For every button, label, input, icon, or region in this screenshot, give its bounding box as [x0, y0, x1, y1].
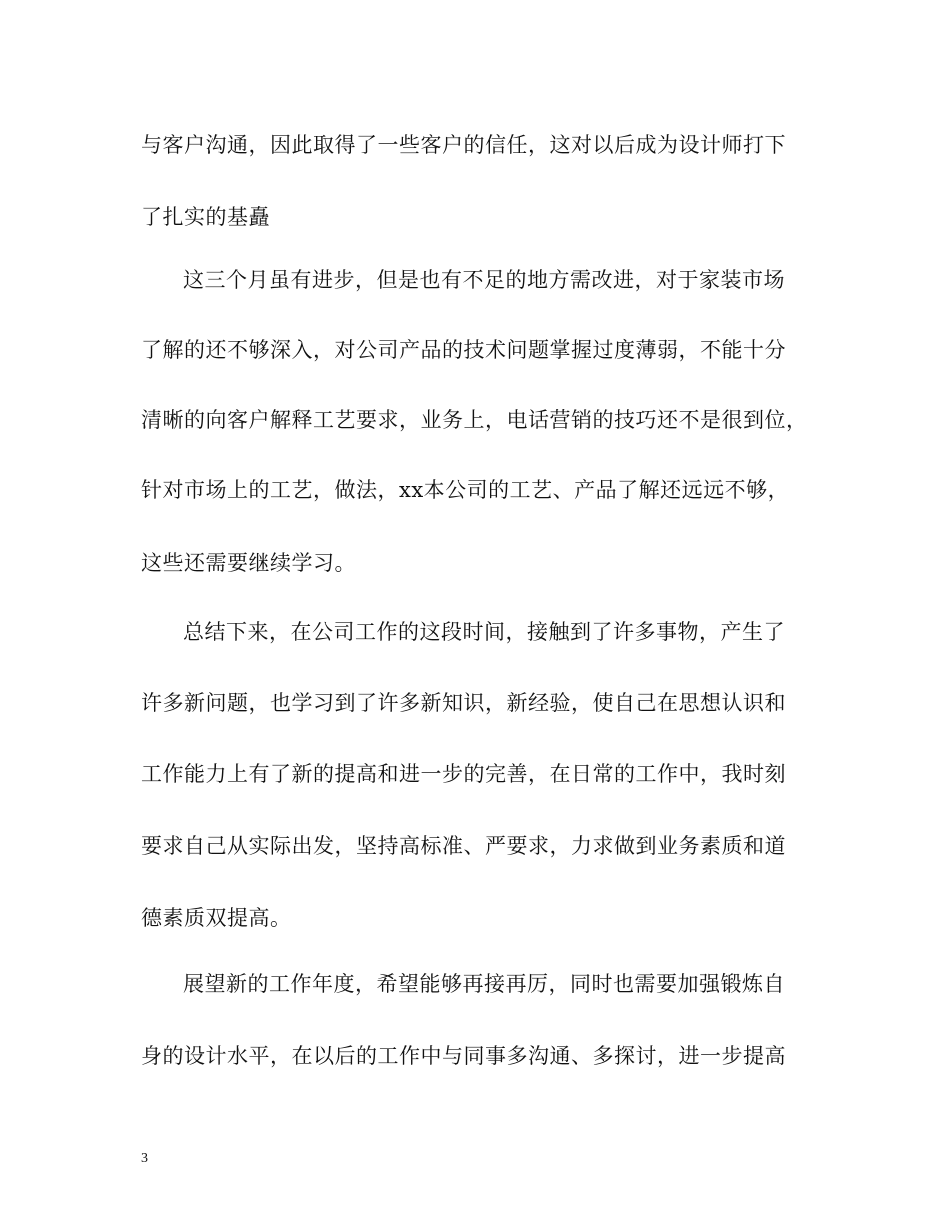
paragraph-line: 身的设计水平，在以后的工作中与同事多沟通、多探讨，进一步提高: [141, 1044, 786, 1068]
paragraph-line: 这三个月虽有进步，但是也有不足的地方需改进，对于家装市场: [183, 268, 785, 292]
paragraph-line: 展望新的工作年度，希望能够再接再厉，同时也需要加强锻炼自: [183, 972, 785, 996]
paragraph-line: 许多新问题，也学习到了许多新知识，新经验，使自己在思想认识和: [141, 691, 786, 715]
page-number: 3: [141, 1151, 148, 1166]
paragraph-line: 总结下来，在公司工作的这段时间，接触到了许多事物，产生了: [183, 620, 785, 644]
paragraph-line: 工作能力上有了新的提高和进一步的完善，在日常的工作中，我时刻: [141, 762, 786, 786]
paragraph-line: 德素质双提高。: [141, 906, 292, 930]
paragraph-line: 要求自己从实际出发，坚持高标准、严要求，力求做到业务素质和道: [141, 834, 786, 858]
paragraph-line: 这些还需要继续学习。: [141, 551, 356, 575]
paragraph-line: 与客户沟通，因此取得了一些客户的信任，这对以后成为设计师打下: [141, 133, 786, 157]
paragraph-line: 了解的还不够深入，对公司产品的技术问题掌握过度薄弱，不能十分: [141, 338, 786, 362]
paragraph-line: 针对市场上的工艺，做法，xx本公司的工艺、产品了解还远远不够，: [141, 478, 790, 502]
paragraph-line: 了扎实的基矗: [141, 205, 270, 229]
paragraph-line: 清晰的向客户解释工艺要求，业务上，电话营销的技巧还不是很到位，: [141, 408, 808, 432]
